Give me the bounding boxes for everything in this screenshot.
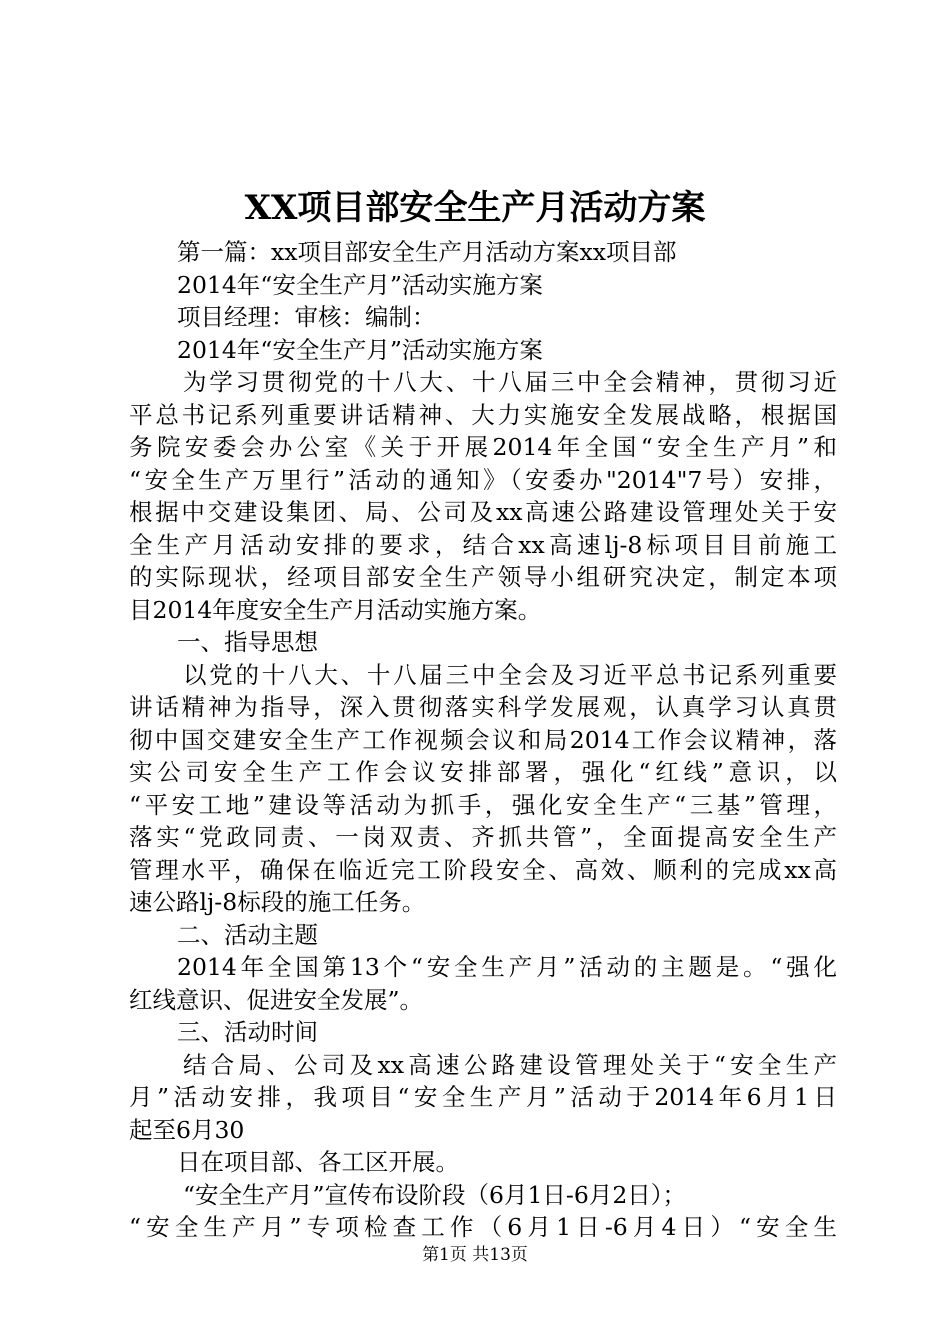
paragraph-line: 平总书记系列重要讲话精神、大力实施安全发展战略，根据国: [129, 400, 837, 429]
paragraph-line: 第一篇：xx项目部安全生产月活动方案xx项目部: [177, 238, 677, 266]
paragraph-line: 2014年“安全生产月”活动实施方案: [177, 270, 543, 299]
section-heading: 二、活动主题: [177, 920, 318, 949]
paragraph-line: 全生产月活动安排的要求，结合xx高速lj-8标项目目前施工: [129, 530, 837, 559]
paragraph-line: “平安工地”建设等活动为抓手，强化安全生产“三基”管理，: [129, 790, 837, 819]
document-title: XX项目部安全生产月活动方案: [244, 188, 706, 228]
paragraph-line: “安全生产月”宣传布设阶段（6月1日-6月2日）；: [183, 1180, 687, 1209]
paragraph-line: “安全生产月”专项检查工作（6月1日-6月4日）“安全生: [129, 1213, 837, 1241]
paragraph-line: 日在项目部、各工区开展。: [177, 1148, 459, 1176]
paragraph-line: 结合局、公司及xx高速公路建设管理处关于“安全生产: [183, 1050, 837, 1079]
paragraph-line: “安全生产万里行”活动的通知》（安委办"2014"7号）安排，: [129, 465, 837, 494]
paragraph-line: 以党的十八大、十八届三中全会及习近平总书记系列重要: [183, 660, 837, 689]
document-body: [129, 236, 837, 1244]
paragraph-line: 红线意识、促进安全发展”。: [129, 985, 424, 1014]
paragraph-line: 速公路lj-8标段的施工任务。: [129, 888, 426, 916]
paragraph-line: 的实际现状，经项目部安全生产领导小组研究决定，制定本项: [129, 563, 837, 591]
paragraph-line: 落实“党政同责、一岗双责、齐抓共管”，全面提高安全生产: [129, 823, 837, 851]
paragraph-line: 2014年“安全生产月”活动实施方案: [177, 335, 543, 364]
paragraph-line: 2014年全国第13个“安全生产月”活动的主题是。“强化: [177, 953, 837, 981]
paragraph-line: 月”活动安排，我项目“安全生产月”活动于2014年6月1日: [129, 1083, 837, 1111]
paragraph-line: 起至6月30: [129, 1115, 245, 1144]
section-heading: 一、指导思想: [177, 628, 318, 656]
page-footer: 第1页 共13页: [422, 1245, 528, 1265]
paragraph-line: 务院安委会办公室《关于开展2014年全国“安全生产月”和: [129, 433, 837, 461]
paragraph-line: 管理水平，确保在临近完工阶段安全、高效、顺利的完成xx高: [129, 855, 837, 884]
paragraph-line: 根据中交建设集团、局、公司及xx高速公路建设管理处关于安: [129, 498, 837, 526]
paragraph-line: 目2014年度安全生产月活动实施方案。: [129, 595, 542, 624]
paragraph-line: 彻中国交建安全生产工作视频会议和局2014工作会议精神，落: [129, 725, 837, 754]
paragraph-line: 讲话精神为指导，深入贯彻落实科学发展观，认真学习认真贯: [129, 693, 837, 721]
paragraph-line: 为学习贯彻党的十八大、十八届三中全会精神，贯彻习近: [183, 368, 837, 396]
paragraph-line: 项目经理：审核：编制：: [177, 303, 436, 331]
paragraph-line: 实公司安全生产工作会议安排部署，强化“红线”意识，以: [129, 758, 837, 786]
section-heading: 三、活动时间: [177, 1018, 318, 1046]
